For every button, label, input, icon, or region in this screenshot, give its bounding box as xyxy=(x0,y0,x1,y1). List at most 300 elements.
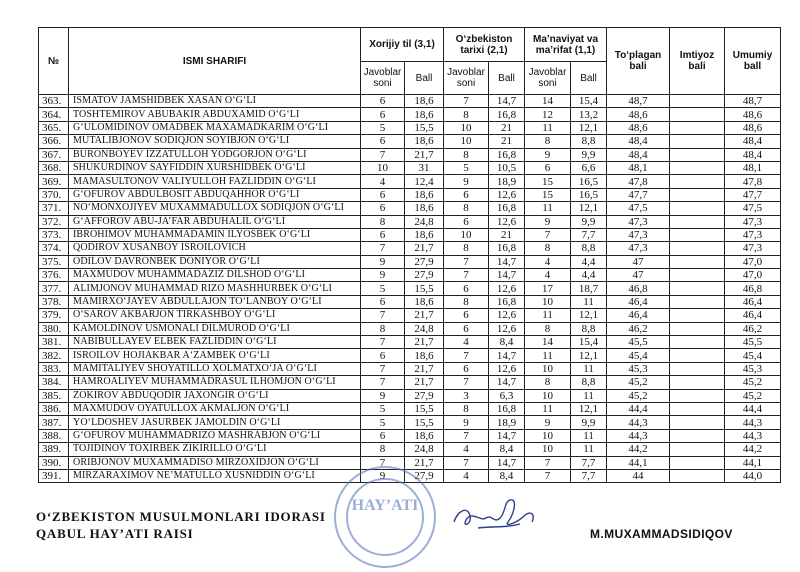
row-number-cell: 366. xyxy=(39,135,69,148)
table-row xyxy=(39,161,781,174)
table-row xyxy=(39,336,781,349)
row-number-cell: 387. xyxy=(39,416,69,429)
header-num: № xyxy=(39,28,69,95)
overall-ball-cell: 48,4 xyxy=(725,148,781,161)
spirituality-ball-cell: 7,7 xyxy=(571,469,607,482)
foreign-language-ball-cell: 15,5 xyxy=(405,402,444,415)
total-ball-cell: 47 xyxy=(607,269,670,282)
foreign-language-ball-cell: 21,7 xyxy=(405,148,444,161)
table-row xyxy=(39,188,781,201)
full-name-cell: MUTALIBJONOV SODIQJON SOYIBJON O‘G‘LI xyxy=(69,135,361,148)
signer-name: M.MUXAMMADSIDIQOV xyxy=(590,527,733,541)
table-row xyxy=(39,376,781,389)
history-ball-cell: 14,7 xyxy=(489,95,525,108)
results-table xyxy=(38,27,781,483)
history-ball-cell: 14,7 xyxy=(489,349,525,362)
overall-ball-cell: 47,8 xyxy=(725,175,781,188)
foreign-language-answers-cell: 6 xyxy=(361,135,405,148)
privilege-ball-cell xyxy=(670,349,725,362)
row-number-cell: 383. xyxy=(39,362,69,375)
foreign-language-answers-cell: 4 xyxy=(361,175,405,188)
table-row xyxy=(39,282,781,295)
privilege-ball-cell xyxy=(670,456,725,469)
history-answers-cell: 8 xyxy=(444,202,489,215)
total-ball-cell: 47,3 xyxy=(607,242,670,255)
history-ball-cell: 6,3 xyxy=(489,389,525,402)
row-number-cell: 386. xyxy=(39,402,69,415)
total-ball-cell: 44 xyxy=(607,469,670,482)
privilege-ball-cell xyxy=(670,148,725,161)
privilege-ball-cell xyxy=(670,215,725,228)
row-number-cell: 390. xyxy=(39,456,69,469)
full-name-cell: MIRZARAXIMOV NE’MATULLO XUSNIDDIN O‘G‘LI xyxy=(69,469,361,482)
overall-ball-cell: 44,3 xyxy=(725,416,781,429)
total-ball-cell: 44,1 xyxy=(607,456,670,469)
total-ball-cell: 46,4 xyxy=(607,295,670,308)
foreign-language-ball-cell: 18,6 xyxy=(405,108,444,121)
history-answers-cell: 7 xyxy=(444,429,489,442)
history-ball-cell: 16,8 xyxy=(489,148,525,161)
foreign-language-answers-cell: 6 xyxy=(361,429,405,442)
history-ball-cell: 14,7 xyxy=(489,429,525,442)
foreign-language-ball-cell: 21,7 xyxy=(405,309,444,322)
history-answers-cell: 4 xyxy=(444,469,489,482)
spirituality-ball-cell: 9,9 xyxy=(571,215,607,228)
row-number-cell: 367. xyxy=(39,148,69,161)
spirituality-ball-cell: 15,4 xyxy=(571,336,607,349)
row-number-cell: 372. xyxy=(39,215,69,228)
overall-ball-cell: 47,3 xyxy=(725,228,781,241)
table-row xyxy=(39,95,781,108)
row-number-cell: 376. xyxy=(39,269,69,282)
total-ball-cell: 45,2 xyxy=(607,376,670,389)
foreign-language-answers-cell: 5 xyxy=(361,402,405,415)
spirituality-ball-cell: 4,4 xyxy=(571,269,607,282)
foreign-language-answers-cell: 9 xyxy=(361,469,405,482)
privilege-ball-cell xyxy=(670,161,725,174)
spirituality-ball-cell: 13,2 xyxy=(571,108,607,121)
foreign-language-answers-cell: 9 xyxy=(361,255,405,268)
spirituality-ball-cell: 11 xyxy=(571,362,607,375)
history-ball-cell: 10,5 xyxy=(489,161,525,174)
header-ball: Ball xyxy=(571,62,607,95)
spirituality-ball-cell: 18,7 xyxy=(571,282,607,295)
total-ball-cell: 48,6 xyxy=(607,108,670,121)
foreign-language-answers-cell: 7 xyxy=(361,309,405,322)
header-subject-spirituality: Ma’naviyat va ma’rifat (1,1) xyxy=(525,28,607,62)
overall-ball-cell: 44,1 xyxy=(725,456,781,469)
spirituality-ball-cell: 12,1 xyxy=(571,121,607,134)
header-subject-foreign-language: Xorijiy til (3,1) xyxy=(361,28,444,62)
total-ball-cell: 44,3 xyxy=(607,429,670,442)
row-number-cell: 378. xyxy=(39,295,69,308)
spirituality-answers-cell: 11 xyxy=(525,309,571,322)
row-number-cell: 380. xyxy=(39,322,69,335)
row-number-cell: 364. xyxy=(39,108,69,121)
privilege-ball-cell xyxy=(670,188,725,201)
history-ball-cell: 21 xyxy=(489,228,525,241)
foreign-language-ball-cell: 18,6 xyxy=(405,228,444,241)
spirituality-ball-cell: 4,4 xyxy=(571,255,607,268)
full-name-cell: ISMATOV JAMSHIDBEK XASAN O‘G‘LI xyxy=(69,95,361,108)
row-number-cell: 370. xyxy=(39,188,69,201)
foreign-language-answers-cell: 6 xyxy=(361,108,405,121)
total-ball-cell: 44,4 xyxy=(607,402,670,415)
header-answers: Javoblar soni xyxy=(361,62,405,95)
foreign-language-answers-cell: 6 xyxy=(361,349,405,362)
spirituality-ball-cell: 8,8 xyxy=(571,322,607,335)
row-number-cell: 373. xyxy=(39,228,69,241)
foreign-language-ball-cell: 24,8 xyxy=(405,215,444,228)
history-ball-cell: 8,4 xyxy=(489,336,525,349)
spirituality-ball-cell: 6,6 xyxy=(571,161,607,174)
foreign-language-ball-cell: 12,4 xyxy=(405,175,444,188)
foreign-language-answers-cell: 10 xyxy=(361,161,405,174)
history-answers-cell: 6 xyxy=(444,282,489,295)
overall-ball-cell: 46,2 xyxy=(725,322,781,335)
foreign-language-answers-cell: 7 xyxy=(361,336,405,349)
foreign-language-ball-cell: 18,6 xyxy=(405,429,444,442)
foreign-language-ball-cell: 31 xyxy=(405,161,444,174)
full-name-cell: G‘OFUROV MUHAMMADRIZO MASHRABJON O‘G‘LI xyxy=(69,429,361,442)
overall-ball-cell: 48,4 xyxy=(725,135,781,148)
spirituality-answers-cell: 10 xyxy=(525,443,571,456)
full-name-cell: ORIBJONOV MUXAMMADISO MIRZOXIDJON O‘G‘LI xyxy=(69,456,361,469)
foreign-language-answers-cell: 9 xyxy=(361,269,405,282)
spirituality-answers-cell: 10 xyxy=(525,389,571,402)
full-name-cell: BURONBOYEV IZZATULLOH YODGORJON O‘G‘LI xyxy=(69,148,361,161)
total-ball-cell: 46,2 xyxy=(607,322,670,335)
history-ball-cell: 16,8 xyxy=(489,202,525,215)
full-name-cell: HAMROALIYEV MUHAMMADRASUL ILHOMJON O‘G‘LI xyxy=(69,376,361,389)
history-answers-cell: 7 xyxy=(444,456,489,469)
total-ball-cell: 48,4 xyxy=(607,148,670,161)
privilege-ball-cell xyxy=(670,309,725,322)
spirituality-answers-cell: 11 xyxy=(525,402,571,415)
spirituality-ball-cell: 12,1 xyxy=(571,309,607,322)
foreign-language-ball-cell: 18,6 xyxy=(405,95,444,108)
total-ball-cell: 45,5 xyxy=(607,336,670,349)
total-ball-cell: 45,3 xyxy=(607,362,670,375)
privilege-ball-cell xyxy=(670,389,725,402)
history-ball-cell: 21 xyxy=(489,121,525,134)
row-number-cell: 371. xyxy=(39,202,69,215)
spirituality-ball-cell: 12,1 xyxy=(571,349,607,362)
foreign-language-answers-cell: 7 xyxy=(361,456,405,469)
spirituality-ball-cell: 11 xyxy=(571,429,607,442)
total-ball-cell: 45,2 xyxy=(607,389,670,402)
table-row xyxy=(39,443,781,456)
spirituality-answers-cell: 10 xyxy=(525,362,571,375)
foreign-language-ball-cell: 18,6 xyxy=(405,135,444,148)
spirituality-ball-cell: 8,8 xyxy=(571,376,607,389)
overall-ball-cell: 48,1 xyxy=(725,161,781,174)
foreign-language-ball-cell: 18,6 xyxy=(405,295,444,308)
total-ball-cell: 47,3 xyxy=(607,215,670,228)
committee-title: QABUL HAY’ATI RAISI xyxy=(36,526,194,541)
privilege-ball-cell xyxy=(670,255,725,268)
table-row xyxy=(39,349,781,362)
header-subject-history: O‘zbekiston tarixi (2,1) xyxy=(444,28,525,62)
history-ball-cell: 14,7 xyxy=(489,456,525,469)
overall-ball-cell: 45,4 xyxy=(725,349,781,362)
full-name-cell: MAXMUDOV MUHAMMADAZIZ DILSHOD O‘G‘LI xyxy=(69,269,361,282)
total-ball-cell: 45,4 xyxy=(607,349,670,362)
overall-ball-cell: 47,0 xyxy=(725,269,781,282)
foreign-language-ball-cell: 21,7 xyxy=(405,242,444,255)
header-total: To‘plagan bali xyxy=(607,28,670,95)
spirituality-answers-cell: 11 xyxy=(525,121,571,134)
privilege-ball-cell xyxy=(670,469,725,482)
full-name-cell: MAXMUDOV OYATULLOX AKMALJON O‘G‘LI xyxy=(69,402,361,415)
history-answers-cell: 6 xyxy=(444,362,489,375)
privilege-ball-cell xyxy=(670,429,725,442)
spirituality-ball-cell: 8,8 xyxy=(571,242,607,255)
row-number-cell: 384. xyxy=(39,376,69,389)
row-number-cell: 385. xyxy=(39,389,69,402)
privilege-ball-cell xyxy=(670,121,725,134)
foreign-language-ball-cell: 27,9 xyxy=(405,389,444,402)
history-answers-cell: 7 xyxy=(444,269,489,282)
spirituality-answers-cell: 10 xyxy=(525,295,571,308)
total-ball-cell: 44,2 xyxy=(607,443,670,456)
row-number-cell: 374. xyxy=(39,242,69,255)
total-ball-cell: 47,5 xyxy=(607,202,670,215)
header-ball: Ball xyxy=(489,62,525,95)
foreign-language-answers-cell: 8 xyxy=(361,322,405,335)
total-ball-cell: 47,3 xyxy=(607,228,670,241)
foreign-language-answers-cell: 7 xyxy=(361,148,405,161)
foreign-language-answers-cell: 9 xyxy=(361,389,405,402)
official-stamp xyxy=(330,462,440,572)
history-answers-cell: 6 xyxy=(444,309,489,322)
total-ball-cell: 47 xyxy=(607,255,670,268)
header-overall: Umumiy ball xyxy=(725,28,781,95)
history-answers-cell: 4 xyxy=(444,443,489,456)
full-name-cell: G‘AFFOROV ABU-JA’FAR ABDUHALIL O‘G‘LI xyxy=(69,215,361,228)
overall-ball-cell: 47,5 xyxy=(725,202,781,215)
history-ball-cell: 12,6 xyxy=(489,215,525,228)
overall-ball-cell: 46,8 xyxy=(725,282,781,295)
row-number-cell: 382. xyxy=(39,349,69,362)
history-answers-cell: 4 xyxy=(444,336,489,349)
history-ball-cell: 12,6 xyxy=(489,322,525,335)
total-ball-cell: 44,3 xyxy=(607,416,670,429)
spirituality-answers-cell: 10 xyxy=(525,429,571,442)
foreign-language-answers-cell: 8 xyxy=(361,215,405,228)
total-ball-cell: 48,4 xyxy=(607,135,670,148)
history-answers-cell: 9 xyxy=(444,416,489,429)
row-number-cell: 363. xyxy=(39,95,69,108)
total-ball-cell: 46,8 xyxy=(607,282,670,295)
total-ball-cell: 47,7 xyxy=(607,188,670,201)
table-row xyxy=(39,175,781,188)
spirituality-ball-cell: 9,9 xyxy=(571,148,607,161)
history-ball-cell: 14,7 xyxy=(489,376,525,389)
row-number-cell: 379. xyxy=(39,309,69,322)
full-name-cell: QODIROV XUSANBOY ISROILOVICH xyxy=(69,242,361,255)
total-ball-cell: 48,6 xyxy=(607,121,670,134)
foreign-language-answers-cell: 7 xyxy=(361,362,405,375)
spirituality-answers-cell: 14 xyxy=(525,336,571,349)
overall-ball-cell: 45,2 xyxy=(725,389,781,402)
history-ball-cell: 16,8 xyxy=(489,242,525,255)
row-number-cell: 381. xyxy=(39,336,69,349)
history-answers-cell: 8 xyxy=(444,108,489,121)
foreign-language-ball-cell: 18,6 xyxy=(405,188,444,201)
history-ball-cell: 21 xyxy=(489,135,525,148)
full-name-cell: IBROHIMOV MUHAMMADAMIN ILYOSBEK O‘G‘LI xyxy=(69,228,361,241)
overall-ball-cell: 46,4 xyxy=(725,309,781,322)
row-number-cell: 375. xyxy=(39,255,69,268)
table-row xyxy=(39,242,781,255)
spirituality-answers-cell: 8 xyxy=(525,322,571,335)
table-row xyxy=(39,389,781,402)
spirituality-ball-cell: 16,5 xyxy=(571,188,607,201)
table-row xyxy=(39,429,781,442)
full-name-cell: ODILOV DAVRONBEK DONIYOR O‘G‘LI xyxy=(69,255,361,268)
privilege-ball-cell xyxy=(670,135,725,148)
table-row xyxy=(39,322,781,335)
history-answers-cell: 7 xyxy=(444,95,489,108)
header-row-top xyxy=(39,28,781,62)
history-answers-cell: 6 xyxy=(444,188,489,201)
foreign-language-ball-cell: 24,8 xyxy=(405,443,444,456)
spirituality-answers-cell: 9 xyxy=(525,215,571,228)
history-ball-cell: 14,7 xyxy=(489,269,525,282)
spirituality-answers-cell: 17 xyxy=(525,282,571,295)
history-answers-cell: 6 xyxy=(444,322,489,335)
full-name-cell: SHUKURDINOV SAYFIDDIN XURSHIDBEK O‘G‘LI xyxy=(69,161,361,174)
row-number-cell: 377. xyxy=(39,282,69,295)
table-row xyxy=(39,362,781,375)
full-name-cell: ZOKIROV ABDUQODIR JAXONGIR O‘G‘LI xyxy=(69,389,361,402)
spirituality-ball-cell: 9,9 xyxy=(571,416,607,429)
spirituality-ball-cell: 11 xyxy=(571,443,607,456)
overall-ball-cell: 45,2 xyxy=(725,376,781,389)
table-row xyxy=(39,135,781,148)
spirituality-answers-cell: 7 xyxy=(525,469,571,482)
table-row xyxy=(39,202,781,215)
history-answers-cell: 7 xyxy=(444,349,489,362)
spirituality-answers-cell: 12 xyxy=(525,108,571,121)
total-ball-cell: 46,4 xyxy=(607,309,670,322)
overall-ball-cell: 45,3 xyxy=(725,362,781,375)
history-answers-cell: 5 xyxy=(444,161,489,174)
row-number-cell: 369. xyxy=(39,175,69,188)
table-row xyxy=(39,295,781,308)
history-answers-cell: 3 xyxy=(444,389,489,402)
spirituality-ball-cell: 15,4 xyxy=(571,95,607,108)
spirituality-answers-cell: 9 xyxy=(525,148,571,161)
history-answers-cell: 8 xyxy=(444,242,489,255)
spirituality-answers-cell: 4 xyxy=(525,255,571,268)
full-name-cell: TOJIDINOV TOXIRBEK ZIKIRILLO O‘G‘LI xyxy=(69,443,361,456)
history-ball-cell: 12,6 xyxy=(489,309,525,322)
overall-ball-cell: 47,0 xyxy=(725,255,781,268)
history-ball-cell: 8,4 xyxy=(489,469,525,482)
overall-ball-cell: 44,4 xyxy=(725,402,781,415)
spirituality-ball-cell: 12,1 xyxy=(571,402,607,415)
overall-ball-cell: 45,5 xyxy=(725,336,781,349)
privilege-ball-cell xyxy=(670,402,725,415)
full-name-cell: ISROILOV HOJIAKBAR A‘ZAMBEK O‘G‘LI xyxy=(69,349,361,362)
privilege-ball-cell xyxy=(670,336,725,349)
history-answers-cell: 10 xyxy=(444,228,489,241)
overall-ball-cell: 44,0 xyxy=(725,469,781,482)
overall-ball-cell: 47,3 xyxy=(725,215,781,228)
overall-ball-cell: 44,2 xyxy=(725,443,781,456)
privilege-ball-cell xyxy=(670,322,725,335)
spirituality-answers-cell: 11 xyxy=(525,349,571,362)
history-answers-cell: 7 xyxy=(444,376,489,389)
spirituality-answers-cell: 14 xyxy=(525,95,571,108)
spirituality-ball-cell: 7,7 xyxy=(571,228,607,241)
spirituality-ball-cell: 12,1 xyxy=(571,202,607,215)
history-ball-cell: 16,8 xyxy=(489,295,525,308)
spirituality-ball-cell: 8,8 xyxy=(571,135,607,148)
full-name-cell: TOSHTEMIROV ABUBAKIR ABDUXAMID O‘G‘LI xyxy=(69,108,361,121)
privilege-ball-cell xyxy=(670,282,725,295)
history-answers-cell: 7 xyxy=(444,255,489,268)
foreign-language-answers-cell: 5 xyxy=(361,416,405,429)
history-ball-cell: 16,8 xyxy=(489,402,525,415)
total-ball-cell: 48,1 xyxy=(607,161,670,174)
overall-ball-cell: 46,4 xyxy=(725,295,781,308)
foreign-language-answers-cell: 7 xyxy=(361,242,405,255)
spirituality-answers-cell: 6 xyxy=(525,161,571,174)
table-row xyxy=(39,269,781,282)
history-ball-cell: 18,9 xyxy=(489,175,525,188)
foreign-language-ball-cell: 21,7 xyxy=(405,362,444,375)
overall-ball-cell: 48,6 xyxy=(725,121,781,134)
full-name-cell: YO‘LDOSHEV JASURBEK JAMOLDIN O‘G‘LI xyxy=(69,416,361,429)
foreign-language-answers-cell: 7 xyxy=(361,376,405,389)
table-row xyxy=(39,416,781,429)
privilege-ball-cell xyxy=(670,376,725,389)
full-name-cell: NO‘MONXOJIYEV MUXAMMADULLOX SODIQJON O‘G‘LI xyxy=(69,202,361,215)
foreign-language-ball-cell: 24,8 xyxy=(405,322,444,335)
organization-name: O‘ZBEKISTON MUSULMONLARI IDORASI xyxy=(36,509,326,524)
spirituality-answers-cell: 8 xyxy=(525,242,571,255)
foreign-language-answers-cell: 6 xyxy=(361,295,405,308)
foreign-language-ball-cell: 18,6 xyxy=(405,202,444,215)
overall-ball-cell: 48,7 xyxy=(725,95,781,108)
full-name-cell: O‘SAROV AKBARJON TIRKASHBOY O‘G‘LI xyxy=(69,309,361,322)
header-answers: Javoblar soni xyxy=(525,62,571,95)
foreign-language-ball-cell: 18,6 xyxy=(405,349,444,362)
full-name-cell: G‘OFUROV ABDULBOSIT ABDUQAHHOR O‘G‘LI xyxy=(69,188,361,201)
organization-block xyxy=(36,508,326,542)
privilege-ball-cell xyxy=(670,202,725,215)
overall-ball-cell: 47,7 xyxy=(725,188,781,201)
spirituality-answers-cell: 7 xyxy=(525,228,571,241)
overall-ball-cell: 48,6 xyxy=(725,108,781,121)
total-ball-cell: 47,8 xyxy=(607,175,670,188)
spirituality-answers-cell: 8 xyxy=(525,376,571,389)
foreign-language-answers-cell: 8 xyxy=(361,443,405,456)
history-answers-cell: 8 xyxy=(444,402,489,415)
foreign-language-ball-cell: 15,5 xyxy=(405,416,444,429)
privilege-ball-cell xyxy=(670,443,725,456)
history-ball-cell: 12,6 xyxy=(489,188,525,201)
spirituality-answers-cell: 9 xyxy=(525,416,571,429)
foreign-language-answers-cell: 6 xyxy=(361,188,405,201)
table-row xyxy=(39,402,781,415)
stamp-text: HAY’ATI xyxy=(351,497,419,514)
history-answers-cell: 8 xyxy=(444,148,489,161)
table-row xyxy=(39,228,781,241)
